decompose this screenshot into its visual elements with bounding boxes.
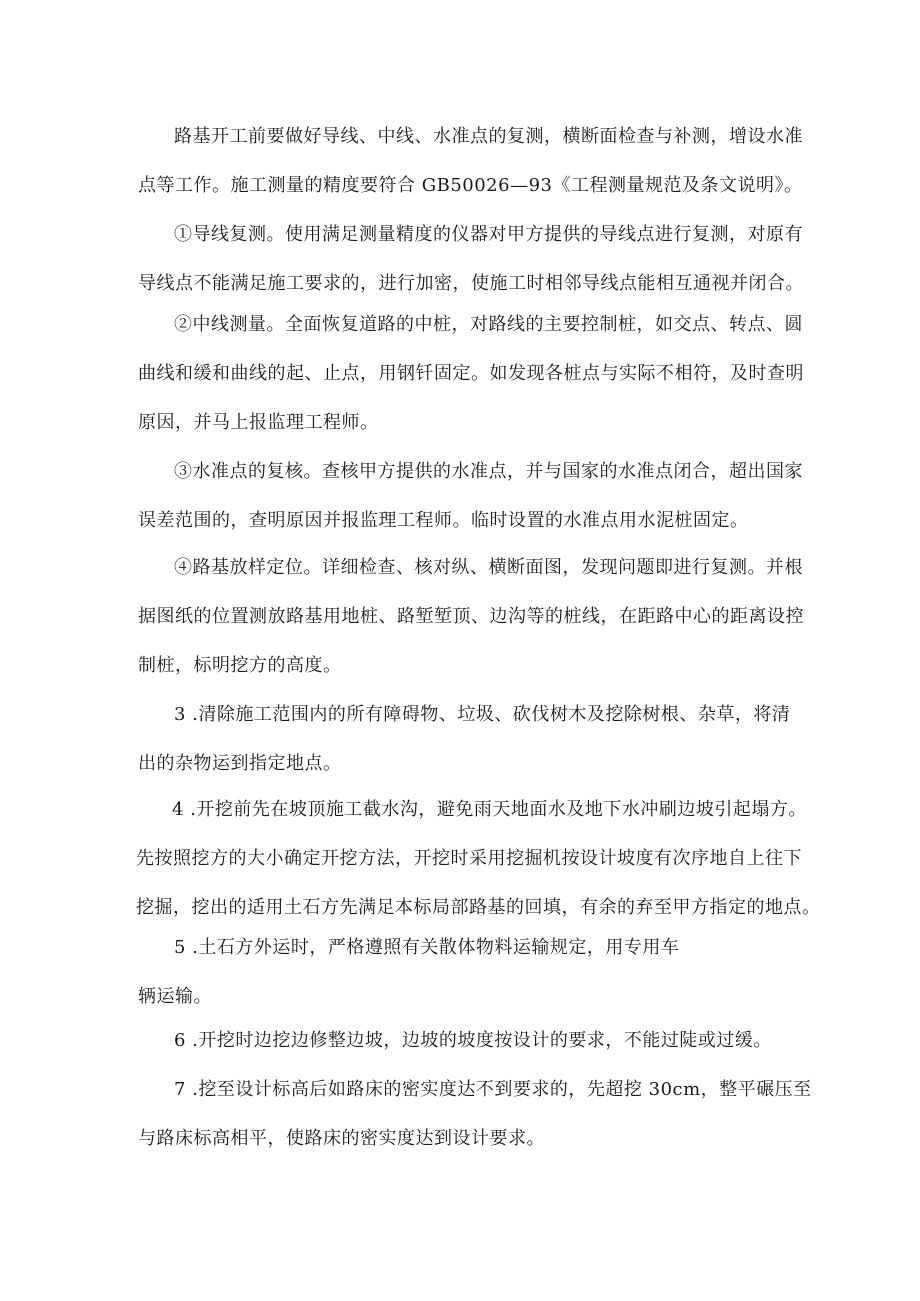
text-line: 3 .清除施工范围内的所有障碍物、垃圾、砍伐树木及挖除树根、杂草，将清 bbox=[174, 704, 791, 725]
text-line: 辆运输。 bbox=[138, 986, 212, 1007]
text-line: 曲线和缓和曲线的起、止点，用钢钎固定。如发现各桩点与实际不相符，及时查明 bbox=[138, 363, 804, 384]
paragraph-item-3 bbox=[138, 690, 828, 788]
text-line: 导线点不能满足施工要求的，进行加密，使施工时相邻导线点能相互通视并闭合。 bbox=[138, 273, 804, 294]
text-line: ①导线复测。使用满足测量精度的仪器对甲方提供的导线点进行复测，对原有 bbox=[174, 224, 803, 245]
paragraph-traverse-survey bbox=[138, 210, 828, 308]
text-line: 与路床标高相平，使路床的密实度达到设计要求。 bbox=[138, 1128, 545, 1149]
paragraph-subgrade-staking bbox=[138, 543, 828, 690]
text-line: 7 .挖至设计标高后如路床的密实度达不到要求的，先超挖 30cm，整平碾压至 bbox=[174, 1079, 812, 1100]
paragraph-item-4 bbox=[136, 785, 836, 932]
text-line: 出的杂物运到指定地点。 bbox=[138, 753, 342, 774]
text-line: 点等工作。施工测量的精度要符合 GB50026—93《工程测量规范及条文说明》。 bbox=[138, 175, 803, 196]
paragraph-survey-intro bbox=[138, 112, 828, 210]
paragraph-item-5 bbox=[138, 923, 828, 1021]
paragraph-benchmark-check bbox=[138, 447, 828, 545]
paragraph-item-6 bbox=[138, 1016, 828, 1065]
text-line: 路基开工前要做好导线、中线、水准点的复测，横断面检查与补测，增设水准 bbox=[174, 126, 803, 147]
text-line: 据图纸的位置测放路基用地桩、路堑堑顶、边沟等的桩线，在距路中心的距离设控 bbox=[138, 606, 804, 627]
text-line: 4 .开挖前先在坡顶施工截水沟，避免雨天地面水及地下水冲刷边坡引起塌方。 bbox=[172, 799, 807, 820]
paragraph-centerline-survey bbox=[138, 300, 828, 447]
text-line: 5 .土石方外运时，严格遵照有关散体物料运输规定，用专用车 bbox=[174, 937, 680, 958]
text-line: ④路基放样定位。详细检查、核对纵、横断面图，发现问题即进行复测。并根 bbox=[174, 557, 803, 578]
text-line: 原因，并马上报监理工程师。 bbox=[138, 412, 379, 433]
text-line: ②中线测量。全面恢复道路的中桩，对路线的主要控制桩，如交点、转点、圆 bbox=[174, 314, 803, 335]
text-line: 先按照挖方的大小确定开挖方法，开挖时采用挖掘机按设计坡度有次序地自上往下 bbox=[136, 848, 802, 869]
text-line: 挖掘，挖出的适用土石方先满足本标局部路基的回填，有余的弃至甲方指定的地点。 bbox=[136, 897, 821, 918]
text-line: 制桩，标明挖方的高度。 bbox=[138, 655, 342, 676]
text-line: 误差范围的，查明原因并报监理工程师。临时设置的水准点用水泥桩固定。 bbox=[138, 510, 749, 531]
paragraph-item-7 bbox=[138, 1065, 828, 1163]
text-line: 6 .开挖时边挖边修整边坡，边坡的坡度按设计的要求，不能过陡或过缓。 bbox=[174, 1030, 772, 1051]
text-line: ③水准点的复核。查核甲方提供的水准点，并与国家的水准点闭合，超出国家 bbox=[174, 461, 803, 482]
